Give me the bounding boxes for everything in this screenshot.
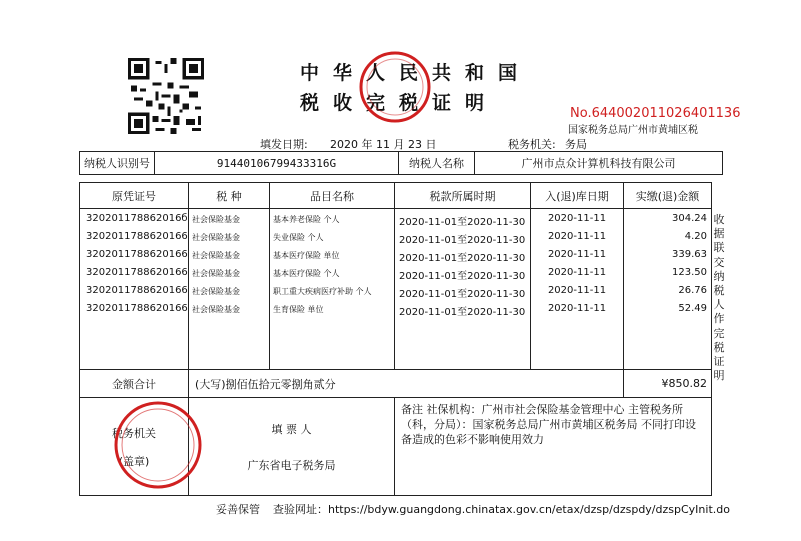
amount-col — [624, 209, 712, 370]
keep-note: 妥善保管 — [216, 503, 260, 516]
top-seal-stamp — [358, 50, 432, 124]
voucher-col — [80, 209, 189, 370]
table-cell-tax: 社会保险基金 — [192, 251, 240, 260]
table-cell-item: 职工重大疾病医疗补助 个人 — [273, 287, 372, 296]
col-header-amount: 实缴(退)金额 — [624, 183, 712, 209]
filler-value: 广东省电子税务局 — [247, 458, 336, 472]
taxpayer-name-value: 广州市点众计算机科技有限公司 — [475, 152, 723, 175]
table-cell-date: 2020-11-11 — [547, 267, 607, 278]
table-cell-amount: 339.63 — [672, 249, 707, 260]
table-cell-date: 2020-11-11 — [547, 303, 607, 314]
document-title-line2: 税收完税证明 — [300, 92, 499, 114]
tax-col — [189, 209, 270, 370]
qr-code — [128, 58, 204, 134]
item-col — [270, 209, 395, 370]
table-cell-amount: 4.20 — [684, 231, 707, 242]
table-cell-item: 基本养老保险 个人 — [273, 215, 340, 224]
table-cell-period: 2020-11-01至2020-11-30 — [399, 253, 526, 264]
taxpayer-id-label: 纳税人识别号 — [80, 152, 155, 175]
table-cell-tax: 社会保险基金 — [192, 215, 240, 224]
table-cell-amount: 52.49 — [678, 303, 707, 314]
col-header-tax: 税 种 — [189, 183, 270, 209]
taxpayer-info-table — [79, 151, 723, 175]
table-cell-tax: 社会保险基金 — [192, 305, 240, 314]
tax-office-label: 税务机关: — [508, 138, 556, 151]
tax-office: 务局 — [565, 138, 587, 151]
table-cell-item: 生育保险 单位 — [273, 305, 324, 314]
table-cell-amount: 304.24 — [672, 213, 707, 224]
table-cell-voucher: 3202011788620166 — [86, 231, 188, 242]
stamp-label-1: 税务机关 — [112, 426, 156, 440]
table-cell-period: 2020-11-01至2020-11-30 — [399, 271, 526, 282]
remark-cell: 备注 社保机构：广州市社会保险基金管理中心 主管税务所（科，分局）：国家税务总局广州市黄埔区税务局 不同打印设备造成的色彩不影响使用效力 — [395, 398, 712, 496]
table-cell-date: 2020-11-11 — [547, 231, 607, 242]
document-title-line1: 中华人民共和国 — [300, 62, 532, 84]
table-cell-tax: 社会保险基金 — [192, 233, 240, 242]
total-words: (大写)捌佰伍拾元零捌角贰分 — [189, 370, 624, 398]
table-cell-voucher: 3202011788620166 — [86, 285, 188, 296]
table-cell-item: 失业保险 个人 — [273, 233, 324, 242]
table-cell-item: 基本医疗保险 单位 — [273, 251, 340, 260]
table-cell-period: 2020-11-01至2020-11-30 — [399, 217, 526, 228]
table-cell-period: 2020-11-01至2020-11-30 — [399, 307, 526, 318]
side-note: 收据联 交纳税人作完税证明 — [713, 213, 725, 383]
col-header-voucher: 原凭证号 — [80, 183, 189, 209]
table-cell-voucher: 320201178862016б — [86, 213, 188, 224]
date-col — [531, 209, 624, 370]
period-col — [395, 209, 531, 370]
authority-top: 国家税务总局广州市黄埔区税 — [568, 125, 698, 136]
table-cell-amount: 26.76 — [678, 285, 707, 296]
filler-cell — [189, 398, 395, 496]
taxpayer-id-value: 91440106799433316G — [155, 152, 399, 175]
table-cell-voucher: 3202011788620166 — [86, 249, 188, 260]
verify-url[interactable]: 查验网址：https://bdyw.guangdong.chinatax.gov.cn/etax/dzsp/dzspdy/dzspCyInit.do — [273, 503, 730, 516]
tax-authority-seal-stamp — [112, 399, 204, 491]
table-cell-voucher: 3202011788620166 — [86, 303, 188, 314]
table-cell-amount: 123.50 — [672, 267, 707, 278]
total-label: 金额合计 — [80, 370, 189, 398]
table-cell-tax: 社会保险基金 — [192, 269, 240, 278]
table-cell-date: 2020-11-11 — [547, 249, 607, 260]
stamp-label-2: (盖章) — [118, 454, 150, 468]
fill-date-label: 填发日期: — [260, 138, 308, 151]
col-header-item: 品目名称 — [270, 183, 395, 209]
table-cell-period: 2020-11-01至2020-11-30 — [399, 235, 526, 246]
document-number: No.644002011026401136 — [570, 106, 741, 121]
table-cell-date: 2020-11-11 — [547, 285, 607, 296]
table-cell-period: 2020-11-01至2020-11-30 — [399, 289, 526, 300]
fill-date: 2020 年 11 月 23 日 — [330, 138, 437, 151]
total-amount: ¥850.82 — [624, 370, 712, 398]
col-header-date: 入(退)库日期 — [531, 183, 624, 209]
table-cell-item: 基本医疗保险 个人 — [273, 269, 340, 278]
table-cell-voucher: 3202011788620166 — [86, 267, 188, 278]
taxpayer-name-label: 纳税人名称 — [399, 152, 475, 175]
table-body — [80, 209, 712, 370]
table-cell-tax: 社会保险基金 — [192, 287, 240, 296]
table-cell-date: 2020-11-11 — [547, 213, 607, 224]
col-header-period: 税款所属时期 — [395, 183, 531, 209]
filler-label: 填 票 人 — [271, 422, 312, 436]
